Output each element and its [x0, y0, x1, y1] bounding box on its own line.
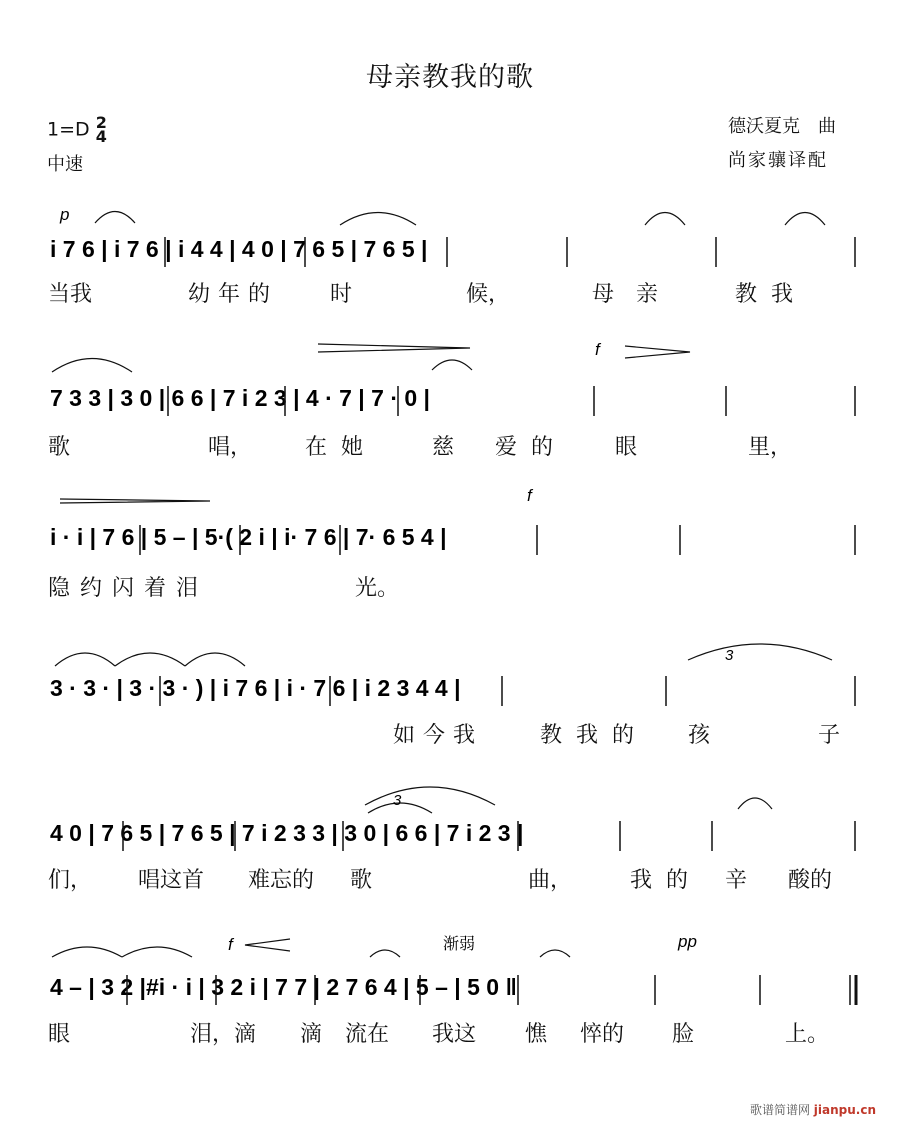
lyric-6-2: 泪，滴: [190, 1022, 257, 1047]
lyric-6-3: 滴: [300, 1022, 323, 1047]
lyric-6-9: 上。: [785, 1022, 830, 1047]
lyric-1-3: 时: [330, 282, 353, 307]
slur: [785, 213, 825, 226]
lyric-3-2: 光。: [355, 576, 400, 601]
lyric-6-1: 眼: [48, 1022, 71, 1047]
time-signature-bottom: 4: [95, 127, 107, 146]
tempo-marking: 中速: [47, 154, 83, 175]
system-3-notes: i · i | 7 6 | 5 – | 5·( 2 i | i· 7 6 | 7· 6 5 4 |: [50, 524, 447, 550]
lyric-2-6: 眼: [615, 435, 638, 460]
slur: [645, 213, 685, 226]
expression-marking: 渐弱: [443, 936, 476, 953]
lyric-1-4: 候，: [466, 282, 511, 307]
crescendo-hairpin: [318, 344, 470, 352]
lyric-4-4: 子: [818, 723, 841, 748]
dynamic-p: p: [60, 205, 70, 224]
time-signature: [95, 113, 107, 146]
score-system-6: [0, 925, 900, 1065]
lyric-2-4: 慈: [432, 435, 455, 460]
key-value: 1=D: [47, 118, 90, 141]
score-system-1: [0, 195, 900, 335]
slur: [340, 213, 416, 226]
crescendo-hairpin: [245, 939, 290, 951]
score-system-3: [0, 485, 900, 625]
lyric-2-5: 爱的: [495, 435, 568, 460]
system-5-staff: [0, 775, 900, 895]
system-5-notes: 4 0 | 7 6 5 | 7 6 5 | 7 i 2 3 3 | 3 0 | 6 6 | 7 i 2 3 |: [50, 820, 524, 846]
lyric-1-5: 母亲: [592, 282, 681, 307]
site-url: jianpu.cn: [813, 1103, 876, 1117]
lyric-2-2: 唱，: [208, 435, 253, 460]
system-6-notes: 4 – | 3 2 |#i · i | 3 2 i | 7 7 | 2 7 6 4 | 5 – | 5 0 ‖: [50, 974, 517, 1000]
lyric-5-4: 歌: [350, 868, 373, 893]
score-system-2: [0, 340, 900, 480]
slur: [95, 212, 135, 224]
dynamic-pp: pp: [678, 932, 697, 951]
lyric-2-3: 在她: [305, 435, 378, 460]
lyric-6-6: 憔: [525, 1022, 548, 1047]
lyric-6-7: 悴的: [580, 1022, 625, 1047]
lyric-4-3: 孩: [688, 723, 711, 748]
lyric-3-1: 隐约闪着泪: [48, 576, 209, 601]
lyric-6-4: 流在: [345, 1022, 390, 1047]
arranger-credit: 尚家骧译配: [728, 150, 828, 171]
lyric-5-7: 辛: [725, 868, 748, 893]
system-4-notes: 3 · 3 · | 3 · 3 · ) | i 7 6 | i · 7 6 | i 2 3 4 4 |: [50, 675, 461, 701]
lyric-5-3: 难忘的: [248, 868, 315, 893]
score-system-4: [0, 630, 900, 770]
lyric-5-6: 我的: [630, 868, 703, 893]
lyric-1-2: 幼年的: [188, 282, 279, 307]
site-watermark: [750, 1101, 876, 1118]
lyric-5-8: 酸的: [788, 868, 833, 893]
dynamic-f: f: [595, 340, 600, 359]
lyric-1-1: 当我: [48, 282, 93, 307]
system-2-notes: 7 3 3 | 3 0 | 6 6 | 7 i 2 3 | 4 · 7 | 7 · 0 |: [50, 385, 430, 411]
site-name: 歌谱简谱网: [749, 1103, 810, 1117]
score-system-5: [0, 775, 900, 915]
lyric-4-2: 教我的: [540, 723, 649, 748]
lyric-1-6: 教我: [735, 282, 808, 307]
key-signature: [47, 113, 107, 146]
lyric-2-1: 歌: [48, 435, 71, 460]
lyric-2-7: 里，: [748, 435, 793, 460]
triplet-marker: 3: [725, 647, 734, 664]
lyric-6-8: 脸: [672, 1022, 695, 1047]
system-1-notes: i 7 6 | i 7 6 | i 4 4 | 4 0 | 7 6 5 | 7 6 5 |: [50, 236, 428, 262]
dynamic-f: f: [228, 935, 233, 954]
lyric-5-5: 曲，: [528, 868, 573, 893]
decrescendo-hairpin: [60, 499, 210, 503]
lyric-5-2: 唱这首: [138, 868, 205, 893]
lyric-4-1: 如今我: [393, 723, 484, 748]
composer-credit: 德沃夏克 曲: [728, 116, 836, 137]
song-title: 母亲教我的歌: [366, 62, 534, 93]
decrescendo-hairpin: [625, 346, 690, 358]
triplet-marker: 3: [393, 792, 402, 809]
time-signature-top: 2: [95, 113, 107, 132]
lyric-5-1: 们，: [48, 868, 93, 893]
lyric-6-5: 我这: [432, 1022, 477, 1047]
dynamic-f: f: [527, 486, 532, 505]
